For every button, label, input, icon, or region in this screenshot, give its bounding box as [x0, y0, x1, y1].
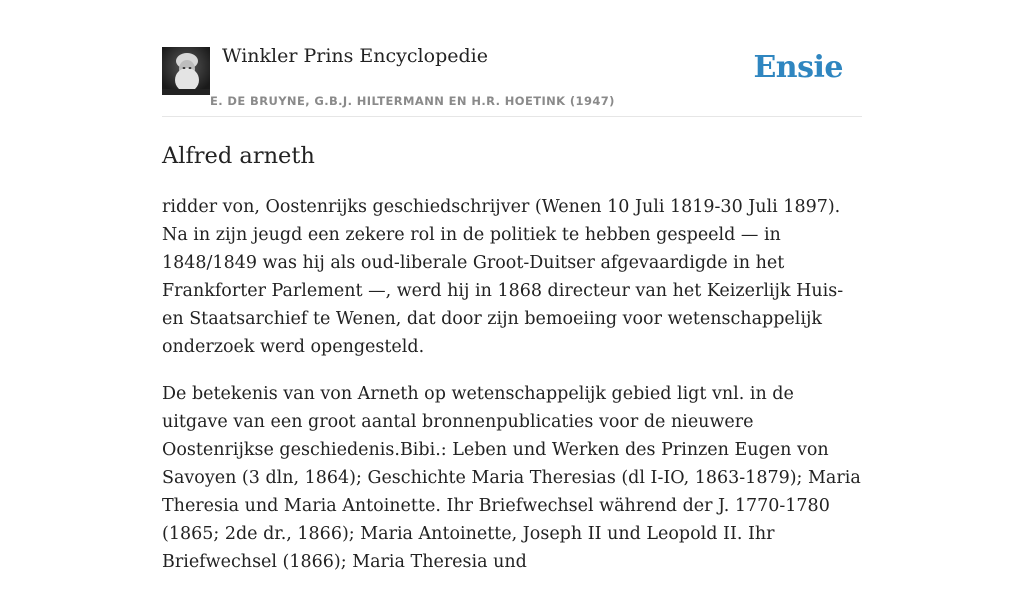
article-paragraph: De betekenis van von Arneth op wetenschappelijk gebied ligt vnl. in de uitgave van een groot aantal bronnenpublicaties voor de nieuwere Oostenrijkse geschiedenis.Bibi.: Leben und Werken des Prinzen Eugen von Savoyen (3 dln, 1864); Geschichte Maria Theresias (dl I-IO, 1863-1879); Maria Theresia und Maria Antoinette. Ihr Briefwechsel während der J. 1770-1780 (1865; 2de dr., 1866); Maria Antoinette, Joseph II und Leopold II. Ihr Briefwechsel (1866); Maria Theresia und [162, 384, 861, 572]
avatar[interactable] [162, 47, 210, 95]
article-title: Alfred arneth [162, 143, 315, 169]
content-column [162, 0, 862, 595]
encyclopedia-title[interactable]: Winkler Prins Encyclopedie [222, 45, 488, 67]
site-header [162, 0, 862, 117]
authors-line: E. DE BRUYNE, G.B.J. HILTERMANN EN H.R. HOETINK (1947) [210, 94, 615, 108]
author-portrait-icon [162, 47, 210, 95]
ensie-logo-link[interactable]: Ensie [753, 50, 843, 85]
article-body [162, 193, 862, 576]
article-paragraph: ridder von, Oostenrijks geschiedschrijver (Wenen 10 Juli 1819-30 Juli 1897). Na in zijn jeugd een zekere rol in de politiek te hebben gespeeld — in 1848/1849 was hij als oud-liberale Groot-Duitser afgevaardigde in het Frankforter Parlement —, werd hij in 1868 directeur van het Keizerlijk Huis- en Staatsarchief te Wenen, dat door zijn bemoeiing voor wetenschappelijk onderzoek werd opengesteld. [162, 197, 844, 357]
